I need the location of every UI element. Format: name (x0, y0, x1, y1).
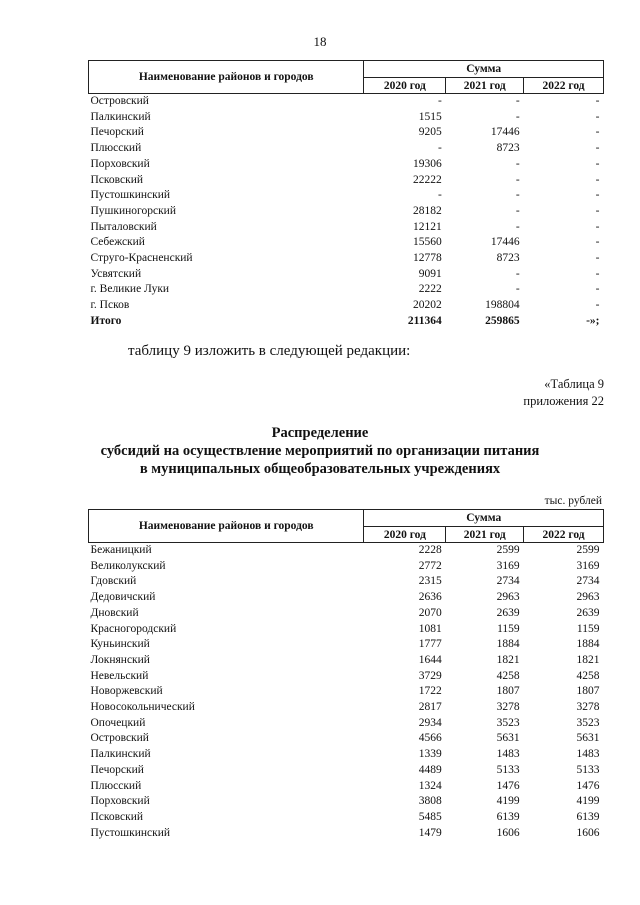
header-name: Наименование районов и городов (89, 510, 364, 543)
header-sum: Сумма (364, 61, 604, 78)
value-cell: 22222 (413, 173, 442, 186)
table-row (89, 220, 604, 236)
value-cell: 5133 (576, 763, 600, 776)
value-cell: 6139 (576, 810, 600, 823)
table-row (89, 731, 604, 747)
value-cell: 5631 (576, 732, 600, 745)
value-cell: 2599 (576, 544, 600, 556)
value-cell: 20202 (413, 299, 442, 312)
district-name: г. Великие Луки (90, 283, 170, 296)
table-row (89, 188, 604, 204)
value-cell: 1515 (418, 110, 442, 123)
value-cell: 2817 (418, 701, 442, 714)
value-cell: 3169 (576, 559, 600, 572)
value-cell: - (595, 204, 600, 217)
table-row (89, 110, 604, 126)
table-row (89, 157, 604, 173)
value-cell: 2070 (418, 606, 442, 619)
value-cell: 4199 (576, 795, 600, 808)
table-row (89, 574, 604, 590)
district-name: Палкинский (90, 748, 151, 761)
table-row (89, 747, 604, 763)
header-sum: Сумма (364, 510, 604, 527)
header-name: Наименование районов и городов (89, 61, 364, 94)
value-cell: 1807 (496, 685, 520, 698)
district-name: Пушкиногорский (90, 204, 176, 217)
value-cell: 259865 (485, 314, 520, 327)
district-name: Итого (90, 314, 122, 327)
value-cell: 4199 (496, 795, 520, 808)
value-cell: 17446 (490, 126, 520, 139)
value-cell: 4566 (418, 732, 442, 745)
value-cell: 2228 (418, 544, 442, 556)
value-cell: - (437, 142, 442, 155)
value-cell: 1159 (497, 622, 520, 635)
district-name: Островский (90, 732, 149, 745)
value-cell: - (595, 189, 600, 202)
value-cell: 1339 (418, 748, 442, 761)
value-cell: 15560 (413, 236, 442, 249)
district-name: Порховский (90, 795, 150, 808)
table-row (89, 606, 604, 622)
document-title (0, 424, 640, 478)
value-cell: - (515, 283, 520, 296)
district-name: Пустошкинский (90, 826, 171, 839)
value-cell: 3278 (496, 701, 520, 714)
value-cell: 4258 (576, 669, 600, 682)
table-row (89, 794, 604, 810)
table-row (89, 810, 604, 826)
value-cell: 1483 (576, 748, 600, 761)
value-cell: - (595, 252, 600, 265)
table-row (89, 204, 604, 220)
unit-label: тыс. рублей (544, 495, 602, 507)
value-cell: 3278 (576, 701, 600, 714)
value-cell: - (515, 95, 520, 107)
value-cell: 9205 (418, 126, 442, 139)
table-row (89, 141, 604, 157)
value-cell: - (515, 110, 520, 123)
value-cell: 1476 (496, 779, 520, 792)
table-row (89, 282, 604, 298)
value-cell: - (437, 189, 442, 202)
value-cell: - (515, 157, 520, 170)
value-cell: 1884 (576, 638, 600, 651)
district-name: Пустошкинский (90, 189, 171, 202)
value-cell: 1159 (576, 622, 600, 635)
district-name: Дновский (90, 606, 139, 619)
table-row (89, 637, 604, 653)
value-cell: 17446 (490, 236, 520, 249)
value-cell: 6139 (496, 810, 520, 823)
value-cell: 3169 (496, 559, 520, 572)
district-name: Печорский (90, 126, 144, 139)
value-cell: 1821 (496, 653, 520, 666)
value-cell: 1884 (496, 638, 520, 651)
value-cell: - (595, 173, 600, 186)
district-name: Дедовичский (90, 591, 156, 604)
value-cell: 4489 (418, 763, 442, 776)
district-name: Печорский (90, 763, 144, 776)
value-cell: 19306 (413, 157, 442, 170)
district-name: Усвятский (90, 267, 142, 280)
value-cell: 1722 (418, 685, 442, 698)
value-cell: 2934 (418, 716, 442, 729)
value-cell: 2772 (418, 559, 442, 572)
title-line1: Распределение (271, 425, 369, 441)
table-row (89, 559, 604, 575)
value-cell: - (595, 299, 600, 312)
value-cell: 3523 (496, 716, 520, 729)
value-cell: - (515, 173, 520, 186)
district-name: Красногородский (90, 622, 177, 635)
table2-body (89, 543, 604, 842)
table-row (89, 716, 604, 732)
value-cell: 4258 (496, 669, 520, 682)
header-year-2020: 2020 год (364, 78, 446, 94)
table-row (89, 235, 604, 251)
page-number: 18 (313, 34, 327, 49)
value-cell: 1777 (418, 638, 442, 651)
table1-body (89, 94, 604, 330)
value-cell: - (595, 267, 600, 280)
district-name: Островский (90, 95, 149, 107)
value-cell: 8723 (496, 142, 520, 155)
table-row (89, 543, 604, 559)
value-cell: -»; (586, 314, 600, 327)
value-cell: 1479 (418, 826, 442, 839)
value-cell: 3523 (576, 716, 600, 729)
value-cell: - (515, 267, 520, 280)
district-name: Псковский (90, 173, 144, 186)
value-cell: 2222 (418, 283, 442, 296)
value-cell: 12121 (413, 220, 442, 233)
value-cell: - (595, 236, 600, 249)
value-cell: 2639 (496, 606, 520, 619)
district-name: Плюсский (90, 779, 142, 792)
value-cell: 1476 (576, 779, 600, 792)
district-name: Бежаницкий (90, 544, 152, 556)
value-cell: 1821 (576, 653, 600, 666)
title-line3: в муниципальных общеобразовательных учреждениях (139, 461, 501, 477)
value-cell: 1606 (496, 826, 520, 839)
value-cell: 28182 (413, 204, 442, 217)
table-reference (523, 376, 604, 410)
intro-text: таблицу 9 изложить в следующей редакции: (128, 343, 411, 359)
district-name: Невельский (90, 669, 149, 682)
table-row (89, 779, 604, 795)
value-cell: 1081 (418, 622, 442, 635)
district-name: Струго-Красненский (90, 252, 193, 265)
value-cell: - (515, 204, 520, 217)
header-year-2022: 2022 год (524, 78, 604, 94)
value-cell: - (515, 189, 520, 202)
value-cell: 1644 (418, 653, 442, 666)
table-row (89, 298, 604, 314)
header-year-2021: 2021 год (446, 78, 524, 94)
value-cell: 2639 (576, 606, 600, 619)
district-name: Порховский (90, 157, 150, 170)
table-row (89, 700, 604, 716)
table-row (89, 590, 604, 606)
value-cell: 2734 (576, 575, 600, 588)
total-row (89, 314, 604, 330)
district-name: Псковский (90, 810, 144, 823)
table-row (89, 267, 604, 283)
district-name: Куньинский (90, 638, 150, 651)
value-cell: - (595, 95, 600, 107)
table-row (89, 251, 604, 267)
table-subsidies-continued (88, 60, 604, 330)
district-name: Опочецкий (90, 716, 146, 729)
value-cell: 3729 (418, 669, 442, 682)
value-cell: 198804 (485, 299, 520, 312)
district-name: Себежский (90, 236, 145, 249)
value-cell: - (595, 283, 600, 296)
district-name: Гдовский (90, 575, 137, 588)
district-name: Пыталовский (90, 220, 157, 233)
table-row (89, 684, 604, 700)
value-cell: 2636 (418, 591, 442, 604)
district-name: Новоржевский (90, 685, 163, 698)
value-cell: - (595, 220, 600, 233)
value-cell: 2734 (496, 575, 520, 588)
value-cell: - (595, 110, 600, 123)
value-cell: 8723 (496, 252, 520, 265)
district-name: Великолукский (90, 559, 166, 572)
table-row (89, 763, 604, 779)
district-name: Плюсский (90, 142, 142, 155)
table-ref-line1: «Таблица 9 (544, 377, 604, 391)
value-cell: 1483 (496, 748, 520, 761)
table-nutrition-subsidies (88, 509, 604, 841)
table-row (89, 125, 604, 141)
title-line2: субсидий на осуществление мероприятий по организации питания (100, 443, 540, 459)
value-cell: 9091 (418, 267, 442, 280)
district-name: Локнянский (90, 653, 150, 666)
table-row (89, 94, 604, 110)
value-cell: - (595, 157, 600, 170)
value-cell: 5631 (496, 732, 520, 745)
value-cell: - (437, 95, 442, 107)
value-cell: - (595, 142, 600, 155)
district-name: Палкинский (90, 110, 151, 123)
table-row (89, 622, 604, 638)
header-year-2021: 2021 год (446, 527, 524, 543)
header-year-2022: 2022 год (524, 527, 604, 543)
value-cell: 5133 (496, 763, 520, 776)
value-cell: 1324 (418, 779, 442, 792)
value-cell: - (595, 126, 600, 139)
value-cell: 12778 (413, 252, 442, 265)
value-cell: 3808 (418, 795, 442, 808)
table-ref-line2: приложения 22 (523, 394, 604, 408)
district-name: Новосокольнический (90, 701, 195, 714)
value-cell: - (515, 220, 520, 233)
value-cell: 1606 (576, 826, 600, 839)
value-cell: 211364 (407, 314, 442, 327)
district-name: г. Псков (90, 299, 130, 312)
table-row (89, 173, 604, 189)
value-cell: 2963 (496, 591, 520, 604)
value-cell: 2315 (418, 575, 442, 588)
value-cell: 1807 (576, 685, 600, 698)
value-cell: 2599 (496, 544, 520, 556)
table-row (89, 653, 604, 669)
value-cell: 5485 (418, 810, 442, 823)
table-row (89, 669, 604, 685)
table-row (89, 826, 604, 842)
header-year-2020: 2020 год (364, 527, 446, 543)
value-cell: 2963 (576, 591, 600, 604)
